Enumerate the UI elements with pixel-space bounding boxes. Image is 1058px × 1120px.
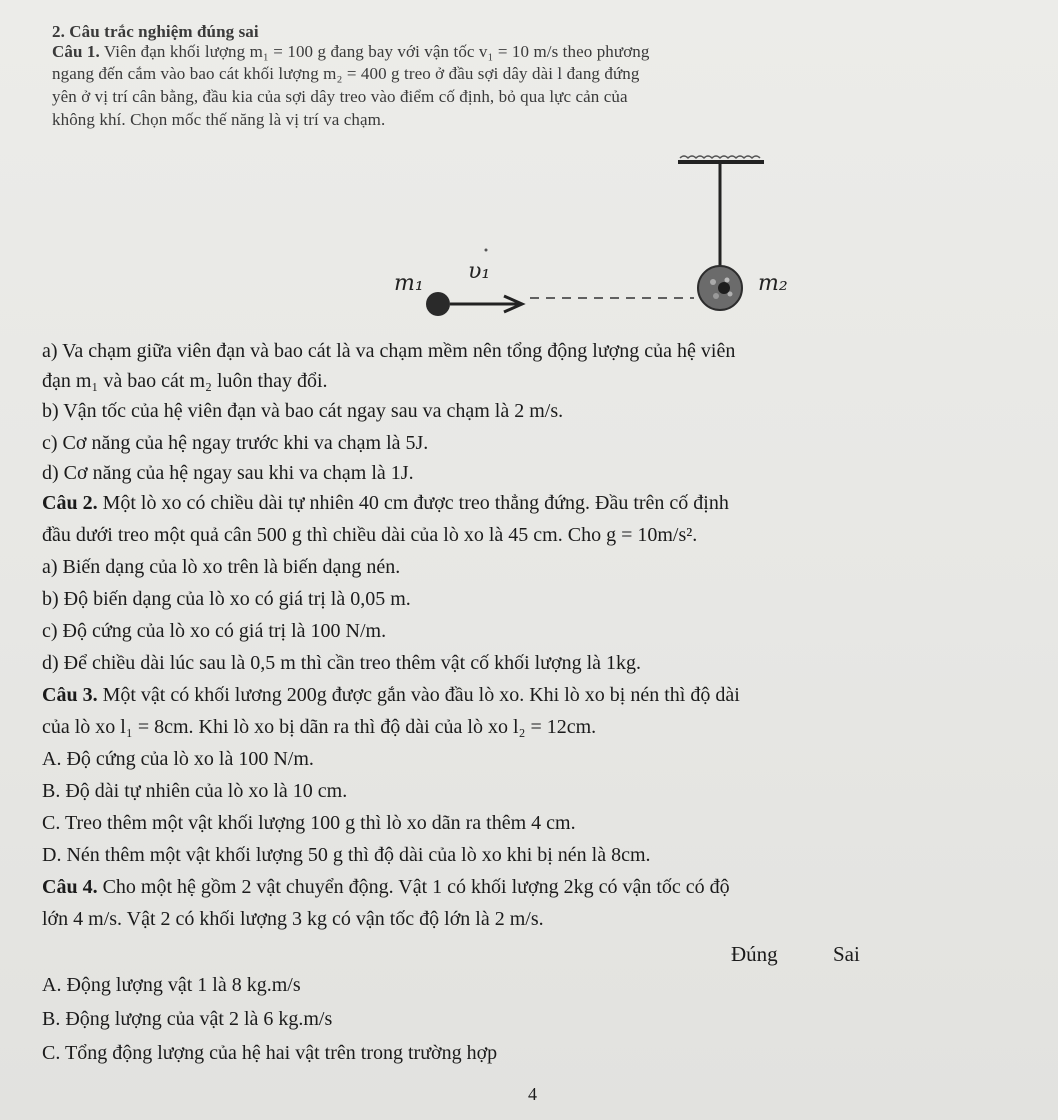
q4-line-1: Câu 4. Cho một hệ gồm 2 vật chuyển động. Vật 1 có khối lượng 2kg có vận tốc có độ — [42, 876, 730, 898]
q3-option-B: B. Độ dài tự nhiên của lò xo là 10 cm. — [42, 780, 348, 802]
q1-label: Câu 1. — [52, 42, 100, 61]
column-header-true: Đúng — [731, 942, 778, 966]
q1-option-a-line-2: đạn m₁ và bao cát m₂ luôn thay đổi. — [42, 370, 328, 392]
bullet-m1 — [426, 292, 450, 316]
q2-option-c: c) Độ cứng của lò xo có giá trị là 100 N/m. — [42, 620, 387, 642]
q1-option-a-line-1: a) Va chạm giữa viên đạn và bao cát là va chạm mềm nên tổng động lượng của hệ viên — [42, 340, 736, 362]
q1-option-b: b) Vận tốc của hệ viên đạn và bao cát ngay sau va chạm là 2 m/s. — [42, 400, 564, 422]
q1-line-2: ngang đến cắm vào bao cát khối lượng m₂ = 400 g treo ở đầu sợi dây dài l đang đứng — [52, 64, 640, 83]
q2-option-d: d) Để chiều dài lúc sau là 0,5 m thì cần treo thêm vật cố khối lượng là 1kg. — [42, 652, 642, 674]
q4-line-2: lớn 4 m/s. Vật 2 có khối lượng 3 kg có vận tốc độ lớn là 2 m/s. — [42, 908, 544, 930]
q1-option-c: c) Cơ năng của hệ ngay trước khi va chạm là 5J. — [42, 432, 429, 454]
q2-option-b: b) Độ biến dạng của lò xo có giá trị là 0,05 m. — [42, 588, 411, 610]
q2-line-2: đầu dưới treo một quả cân 500 g thì chiều dài của lò xo là 45 cm. Cho g = 10m/s². — [42, 524, 698, 546]
q4-option-C: C. Tổng động lượng của hệ hai vật trên trong trường hợp — [42, 1042, 498, 1064]
q1-option-d: d) Cơ năng của hệ ngay sau khi va chạm là 1J. — [42, 462, 414, 484]
q1-line-1: Câu 1. Viên đạn khối lượng m₁ = 100 g đang bay với vận tốc v₁ = 10 m/s theo phương — [52, 42, 650, 61]
collision-diagram — [380, 150, 820, 330]
q2-line-1: Câu 2. Một lò xo có chiều dài tự nhiên 40 cm được treo thẳng đứng. Đầu trên cố định — [42, 492, 729, 514]
sandbag-m2 — [698, 266, 742, 310]
q2-option-a: a) Biến dạng của lò xo trên là biến dạng nén. — [42, 556, 401, 578]
label-m2: m₂ — [758, 271, 788, 296]
q1-line-3: yên ở vị trí cân bằng, đầu kia của sợi dây treo vào điểm cố định, bỏ qua lực cản của — [52, 87, 628, 106]
q2-label: Câu 2. — [42, 492, 98, 514]
q3-line-1: Câu 3. Một vật có khối lương 200g được gắn vào đầu lò xo. Khi lò xo bị nén thì độ dài — [42, 684, 740, 706]
q3-label: Câu 3. — [42, 684, 98, 706]
q3-line-2: của lò xo l₁ = 8cm. Khi lò xo bị dãn ra thì độ dài của lò xo l₂ = 12cm. — [42, 716, 597, 738]
velocity-arrow — [450, 296, 522, 312]
label-m1: m₁ — [394, 271, 424, 296]
q4-option-A: A. Động lượng vật 1 là 8 kg.m/s — [42, 974, 301, 996]
q3-option-A: A. Độ cứng của lò xo là 100 N/m. — [42, 748, 314, 770]
page-number: 4 — [528, 1084, 537, 1104]
section-title: 2. Câu trắc nghiệm đúng sai — [52, 22, 259, 41]
q3-option-D: D. Nén thêm một vật khối lượng 50 g thì độ dài của lò xo khi bị nén là 8cm. — [42, 844, 651, 866]
q4-label: Câu 4. — [42, 876, 98, 898]
column-header-false: Sai — [833, 942, 860, 966]
label-v1: υ₁ — [468, 259, 491, 284]
q4-option-B: B. Động lượng của vật 2 là 6 kg.m/s — [42, 1008, 333, 1030]
q3-option-C: C. Treo thêm một vật khối lượng 100 g thì lò xo dãn ra thêm 4 cm. — [42, 812, 576, 834]
ceiling-support — [678, 156, 764, 162]
q1-line-4: không khí. Chọn mốc thế năng là vị trí va chạm. — [52, 110, 386, 129]
